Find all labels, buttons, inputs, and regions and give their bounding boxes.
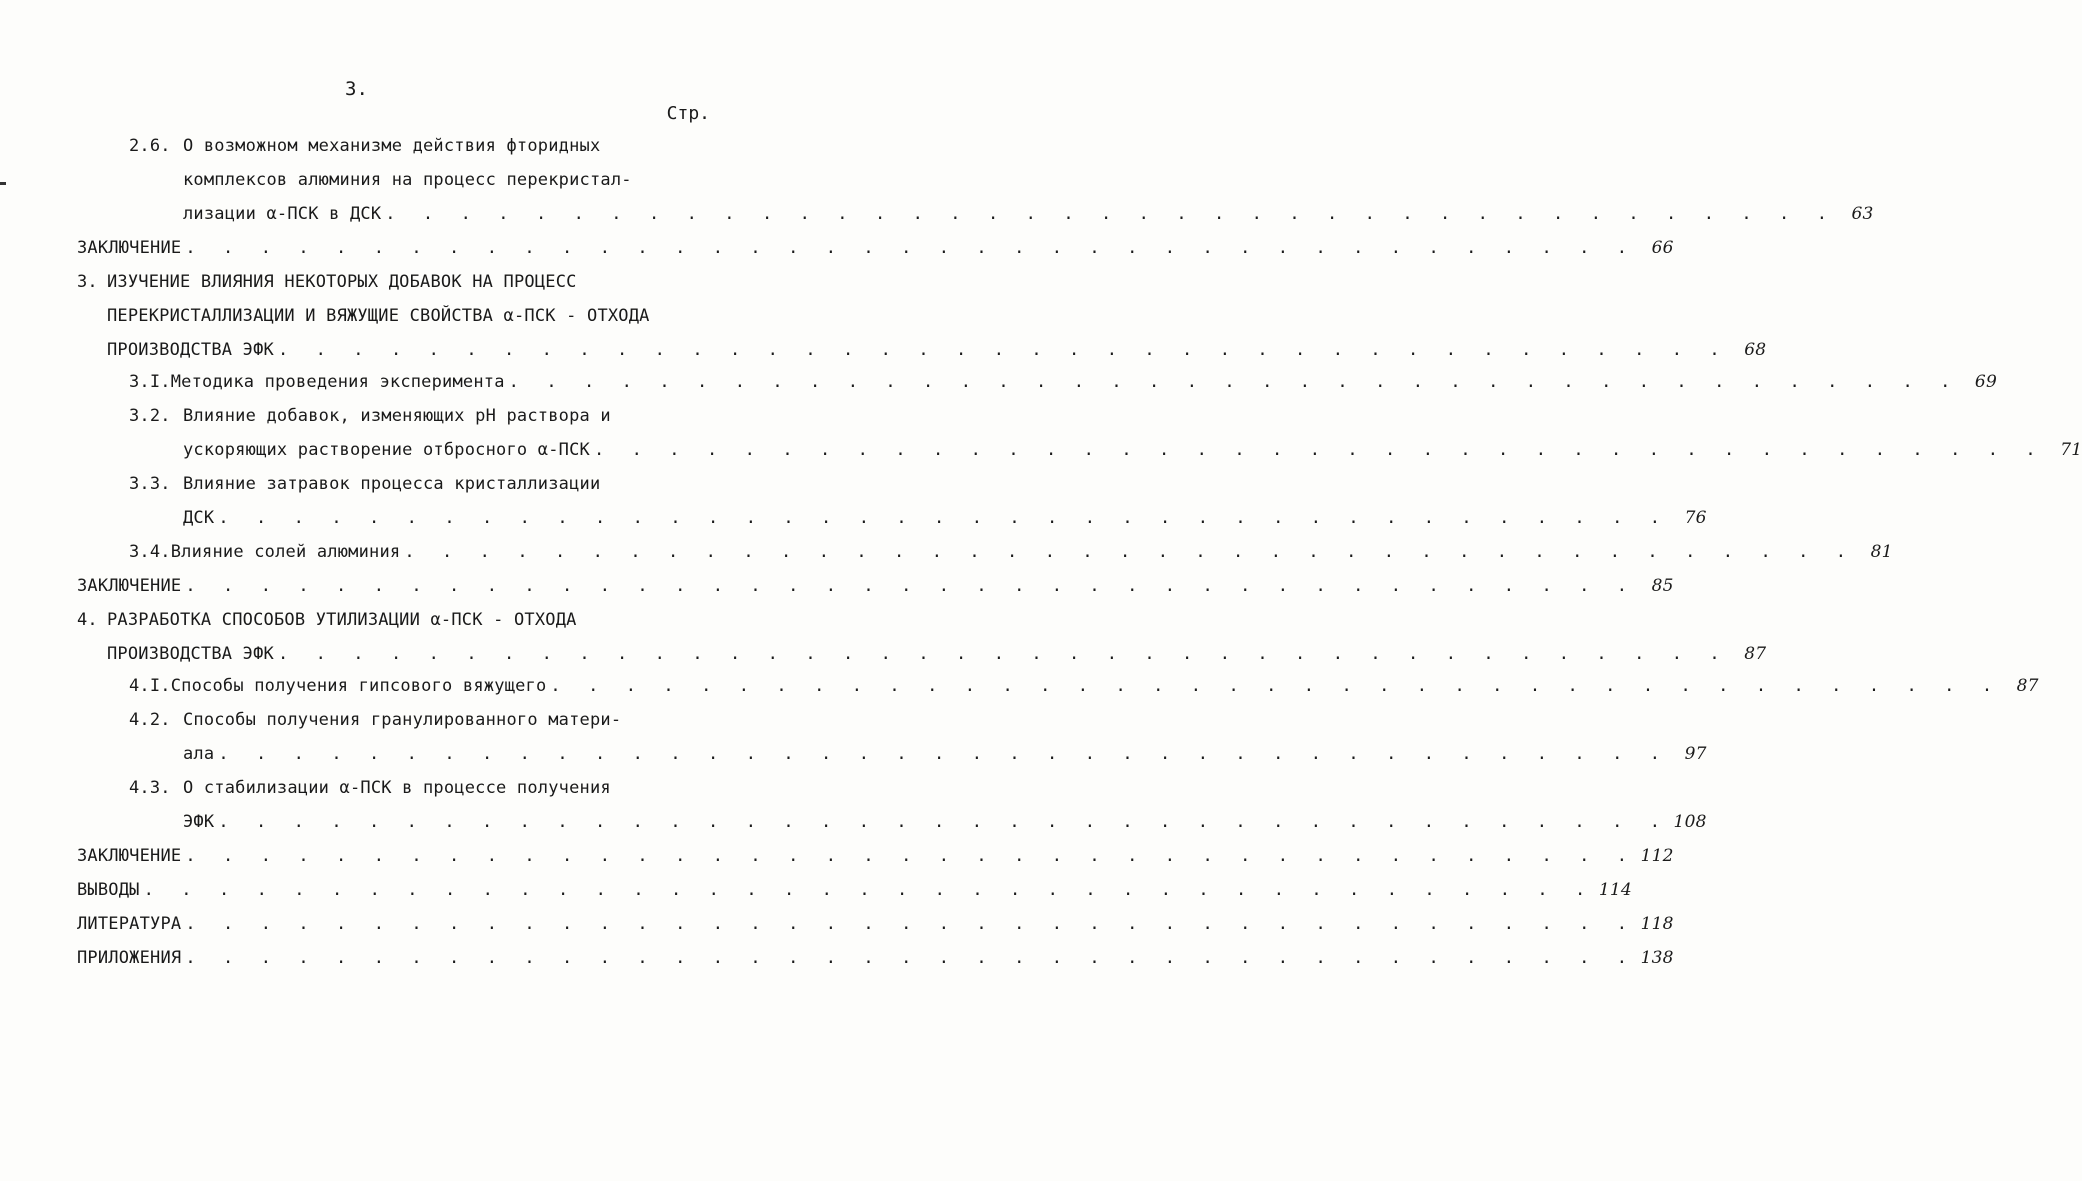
toc-entry	[129, 710, 621, 740]
toc-entry-page: 97	[1684, 744, 1707, 764]
toc-entry-title: комплексов алюминия на процесс перекристал-	[183, 170, 632, 190]
toc-entry-title: Влияние добавок, изменяющих pH раствора и	[183, 406, 611, 426]
toc-entry-title: ВЫВОДЫ	[77, 880, 140, 900]
toc-entry	[107, 340, 1767, 370]
toc-entry-page: 68	[1744, 340, 1767, 360]
toc-entry	[129, 406, 611, 436]
toc-entry	[129, 474, 600, 504]
page-column-label: Стр.	[666, 103, 710, 124]
toc-entry-title: Способы получения гранулированного матери-	[183, 710, 622, 730]
toc-entry-number: 3.I.	[129, 372, 171, 392]
toc-entry-page: 112	[1640, 846, 1674, 866]
toc-entry-number: 4.	[77, 610, 98, 630]
toc-entry-title: ДСК	[183, 508, 215, 528]
toc-entry-title: ЭФК	[183, 812, 215, 832]
toc-entry-title: ЗАКЛЮЧЕНИЕ	[77, 238, 182, 258]
toc-entry-number: 2.6.	[129, 136, 171, 156]
toc-entry-page: 66	[1651, 238, 1674, 258]
toc-entry	[77, 272, 577, 302]
toc-entry-title: ЗАКЛЮЧЕНИЕ	[77, 846, 182, 866]
toc-entry	[129, 372, 1997, 402]
toc-entry-title: ЗАКЛЮЧЕНИЕ	[77, 576, 182, 596]
dot-leader: . . . . . . . . . . . . . . . . . . . . . . . . . . . . . . . . . . . . . . .	[185, 914, 1636, 934]
toc-entry	[183, 744, 1707, 774]
toc-entry	[183, 508, 1707, 538]
dot-leader: . . . . . . . . . . . . . . . . . . . . . . . . . . . . . . . . . . . . . . .	[550, 676, 2001, 696]
toc-entry	[77, 846, 1674, 876]
toc-entry-page: 76	[1684, 508, 1707, 528]
toc-entry-page: 69	[1974, 372, 1997, 392]
toc-entry-title: ПРИЛОЖЕНИЯ	[77, 948, 182, 968]
toc-entry-page: 71	[2060, 440, 2082, 460]
toc-entry-page: 138	[1640, 948, 1674, 968]
toc-entry-title: ИЗУЧЕНИЕ ВЛИЯНИЯ НЕКОТОРЫХ ДОБАВОК НА ПРОЦЕСС	[107, 272, 577, 292]
toc-entry-title: Влияние солей алюминия	[170, 542, 401, 562]
toc-entry-page: 108	[1673, 812, 1707, 832]
dot-leader: . . . . . . . . . . . . . . . . . . . . . . . . . . . . . . . . . . . . . . .	[218, 812, 1669, 832]
toc-entry-title: О стабилизации α-ПСК в процессе получения	[183, 778, 611, 798]
toc-entry	[183, 812, 1707, 842]
toc-entry	[77, 576, 1674, 606]
toc-entry	[129, 542, 1893, 572]
toc-entry-title: ПЕРЕКРИСТАЛЛИЗАЦИИ И ВЯЖУЩИЕ СВОЙСТВА α-ПСК - ОТХОДА	[107, 306, 650, 326]
page-number: 3.	[345, 78, 368, 100]
dot-leader: . . . . . . . . . . . . . . . . . . . . . . . . . . . . . . . . . . . . . . .	[143, 880, 1594, 900]
toc-entry	[183, 440, 2082, 470]
toc-entry-title: Способы получения гипсового вяжущего	[170, 676, 547, 696]
toc-entry	[77, 610, 577, 640]
dot-leader: . . . . . . . . . . . . . . . . . . . . . . . . . . . . . . . . . . . . . . .	[277, 644, 1729, 664]
toc-entry	[107, 644, 1767, 674]
toc-entry	[77, 238, 1674, 268]
toc-entry	[129, 136, 600, 166]
toc-entry-number: 4.I.	[129, 676, 171, 696]
toc-entry	[129, 778, 611, 808]
toc-entry-number: 4.3.	[129, 778, 171, 798]
toc-entry-title: Методика проведения эксперимента	[170, 372, 505, 392]
toc-entry-title: ПРОИЗВОДСТВА ЭФК	[107, 644, 274, 664]
dot-leader: . . . . . . . . . . . . . . . . . . . . . . . . . . . . . . . . . . . . . . .	[185, 576, 1636, 596]
toc-entry-page: 118	[1640, 914, 1674, 934]
toc-entry-title: ПРОИЗВОДСТВА ЭФК	[107, 340, 274, 360]
toc-entry	[77, 880, 1632, 910]
toc-entry-number: 3.2.	[129, 406, 171, 426]
toc-entry	[77, 948, 1674, 978]
dot-leader: . . . . . . . . . . . . . . . . . . . . . . . . . . . . . . . . . . . . . . .	[277, 340, 1729, 360]
toc-entry-page: 87	[2016, 676, 2039, 696]
toc-entry-page: 63	[1851, 204, 1874, 224]
toc-entry-page: 87	[1744, 644, 1767, 664]
toc-entry-number: 3.	[77, 272, 98, 292]
dot-leader: . . . . . . . . . . . . . . . . . . . . . . . . . . . . . . . . . . . . . . .	[185, 948, 1636, 968]
toc-entry-page: 81	[1870, 542, 1893, 562]
toc-entry-title: ЛИТЕРАТУРА	[77, 914, 182, 934]
toc-entry-page: 114	[1598, 880, 1632, 900]
toc-entry-number: 3.3.	[129, 474, 171, 494]
toc-entry-number: 3.4.	[129, 542, 171, 562]
toc-entry	[129, 676, 2039, 706]
toc-entry	[183, 204, 1874, 234]
dot-leader: . . . . . . . . . . . . . . . . . . . . . . . . . . . . . . . . . . . . . . .	[185, 238, 1636, 258]
dot-leader: . . . . . . . . . . . . . . . . . . . . . . . . . . . . . . . . . . . . . . .	[593, 440, 2045, 460]
dot-leader: . . . . . . . . . . . . . . . . . . . . . . . . . . . . . . . . . . . . . . .	[385, 204, 1836, 224]
toc-entry-title: ала	[183, 744, 215, 764]
dot-leader: . . . . . . . . . . . . . . . . . . . . . . . . . . . . . . . . . . . . . . .	[508, 372, 1959, 392]
toc-entry	[77, 914, 1674, 944]
toc-entry-title: О возможном механизме действия фторидных	[183, 136, 601, 156]
dot-leader: . . . . . . . . . . . . . . . . . . . . . . . . . . . . . . . . . . . . . . .	[404, 542, 1855, 562]
dot-leader: . . . . . . . . . . . . . . . . . . . . . . . . . . . . . . . . . . . . . . .	[218, 744, 1669, 764]
toc-entry-title: Влияние затравок процесса кристаллизации	[183, 474, 601, 494]
toc-entry-title: РАЗРАБОТКА СПОСОБОВ УТИЛИЗАЦИИ α-ПСК - ОТХОДА	[107, 610, 577, 630]
toc-entry	[183, 170, 632, 200]
toc-entry	[107, 306, 650, 336]
toc-entry-number: 4.2.	[129, 710, 171, 730]
dot-leader: . . . . . . . . . . . . . . . . . . . . . . . . . . . . . . . . . . . . . . .	[185, 846, 1636, 866]
toc-entry-title: лизации α-ПСК в ДСК	[183, 204, 382, 224]
dot-leader: . . . . . . . . . . . . . . . . . . . . . . . . . . . . . . . . . . . . . . .	[218, 508, 1669, 528]
toc-entry-page: 85	[1651, 576, 1674, 596]
toc-entry-title: ускоряющих растворение отбросного α-ПСК	[183, 440, 590, 460]
